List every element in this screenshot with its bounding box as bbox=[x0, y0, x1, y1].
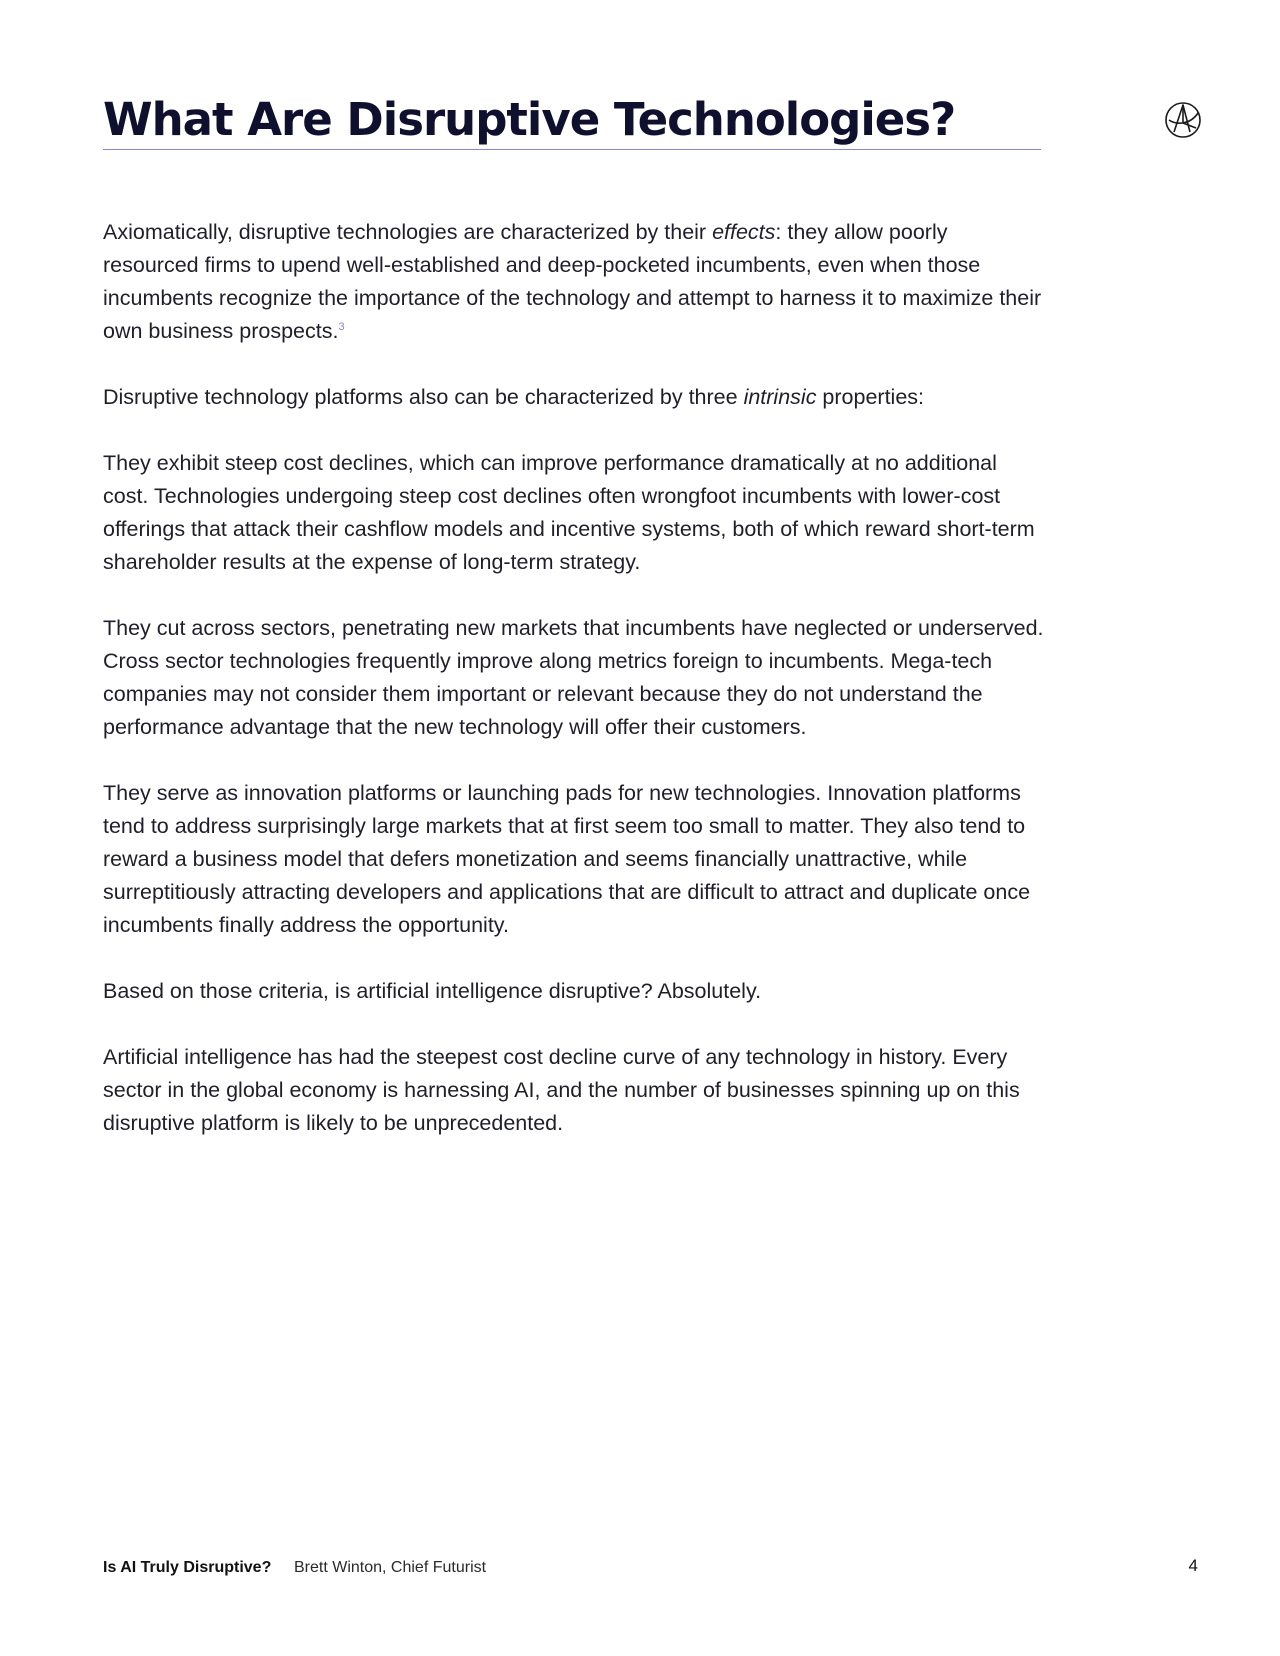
emphasis-text: effects bbox=[712, 220, 776, 244]
paragraph-innovation-platforms: They serve as innovation platforms or launching pads for new technologies. Innovation platforms tend to address surprisingly large markets that at first seem too small to matter. They also tend to reward a business model that defers monetization and seems financially unattractive, while surreptitiously attracting developers and applications that are difficult to attract and duplicate once incumbents finally address the opportunity. bbox=[103, 781, 1031, 937]
title-underline bbox=[103, 149, 1041, 150]
footer-author: Brett Winton, Chief Futurist bbox=[294, 1559, 487, 1576]
paragraph-cost-declines: They exhibit steep cost declines, which can improve performance dramatically at no additional cost. Technologies undergoing steep cost declines often wrongfoot incumbents with lower-cost offerings that attack their cashflow models and incentive systems, both of which reward short-term shareholder results at the expense of long-term strategy. bbox=[103, 451, 1035, 574]
paragraph-text: Axiomatically, disruptive technologies are characterized by their bbox=[103, 220, 713, 244]
paragraph-criteria: Based on those criteria, is artificial intelligence disruptive? Absolutely. bbox=[103, 979, 762, 1003]
paragraph-text: Disruptive technology platforms also can be characterized by three bbox=[103, 385, 744, 409]
paragraph-cross-sector: They cut across sectors, penetrating new markets that incumbents have neglected or underserved. Cross sector technologies frequently improve along metrics foreign to incumbents. Mega-tech companies may not consider them important or relevant because they do not understand the performance advantage that the new technology will offer their customers. bbox=[103, 616, 1044, 739]
page-title: What Are Disruptive Technologies? bbox=[103, 93, 956, 146]
body-text bbox=[103, 216, 1048, 1173]
ark-logo-icon bbox=[1164, 101, 1202, 139]
paragraph-intrinsic bbox=[103, 381, 1048, 414]
paragraph-effects bbox=[103, 216, 1048, 348]
paragraph-text: properties: bbox=[816, 385, 925, 409]
paragraph-text: : they allow poorly resourced firms to upend well-established and deep-pocketed incumbents, even when those incumbents recognize the importance of the technology and attempt to harness it to maximize their own business prospects. bbox=[103, 220, 1042, 343]
footer-document-title: Is AI Truly Disruptive? bbox=[103, 1559, 272, 1576]
paragraph-ai-conclusion: Artificial intelligence has had the steepest cost decline curve of any technology in history. Every sector in the global economy is harnessing AI, and the number of businesses spinning up on this disruptive platform is likely to be unprecedented. bbox=[103, 1045, 1020, 1135]
emphasis-text: intrinsic bbox=[743, 385, 817, 409]
page-number: 4 bbox=[1188, 1556, 1198, 1575]
footnote-reference[interactable]: 3 bbox=[338, 320, 345, 333]
